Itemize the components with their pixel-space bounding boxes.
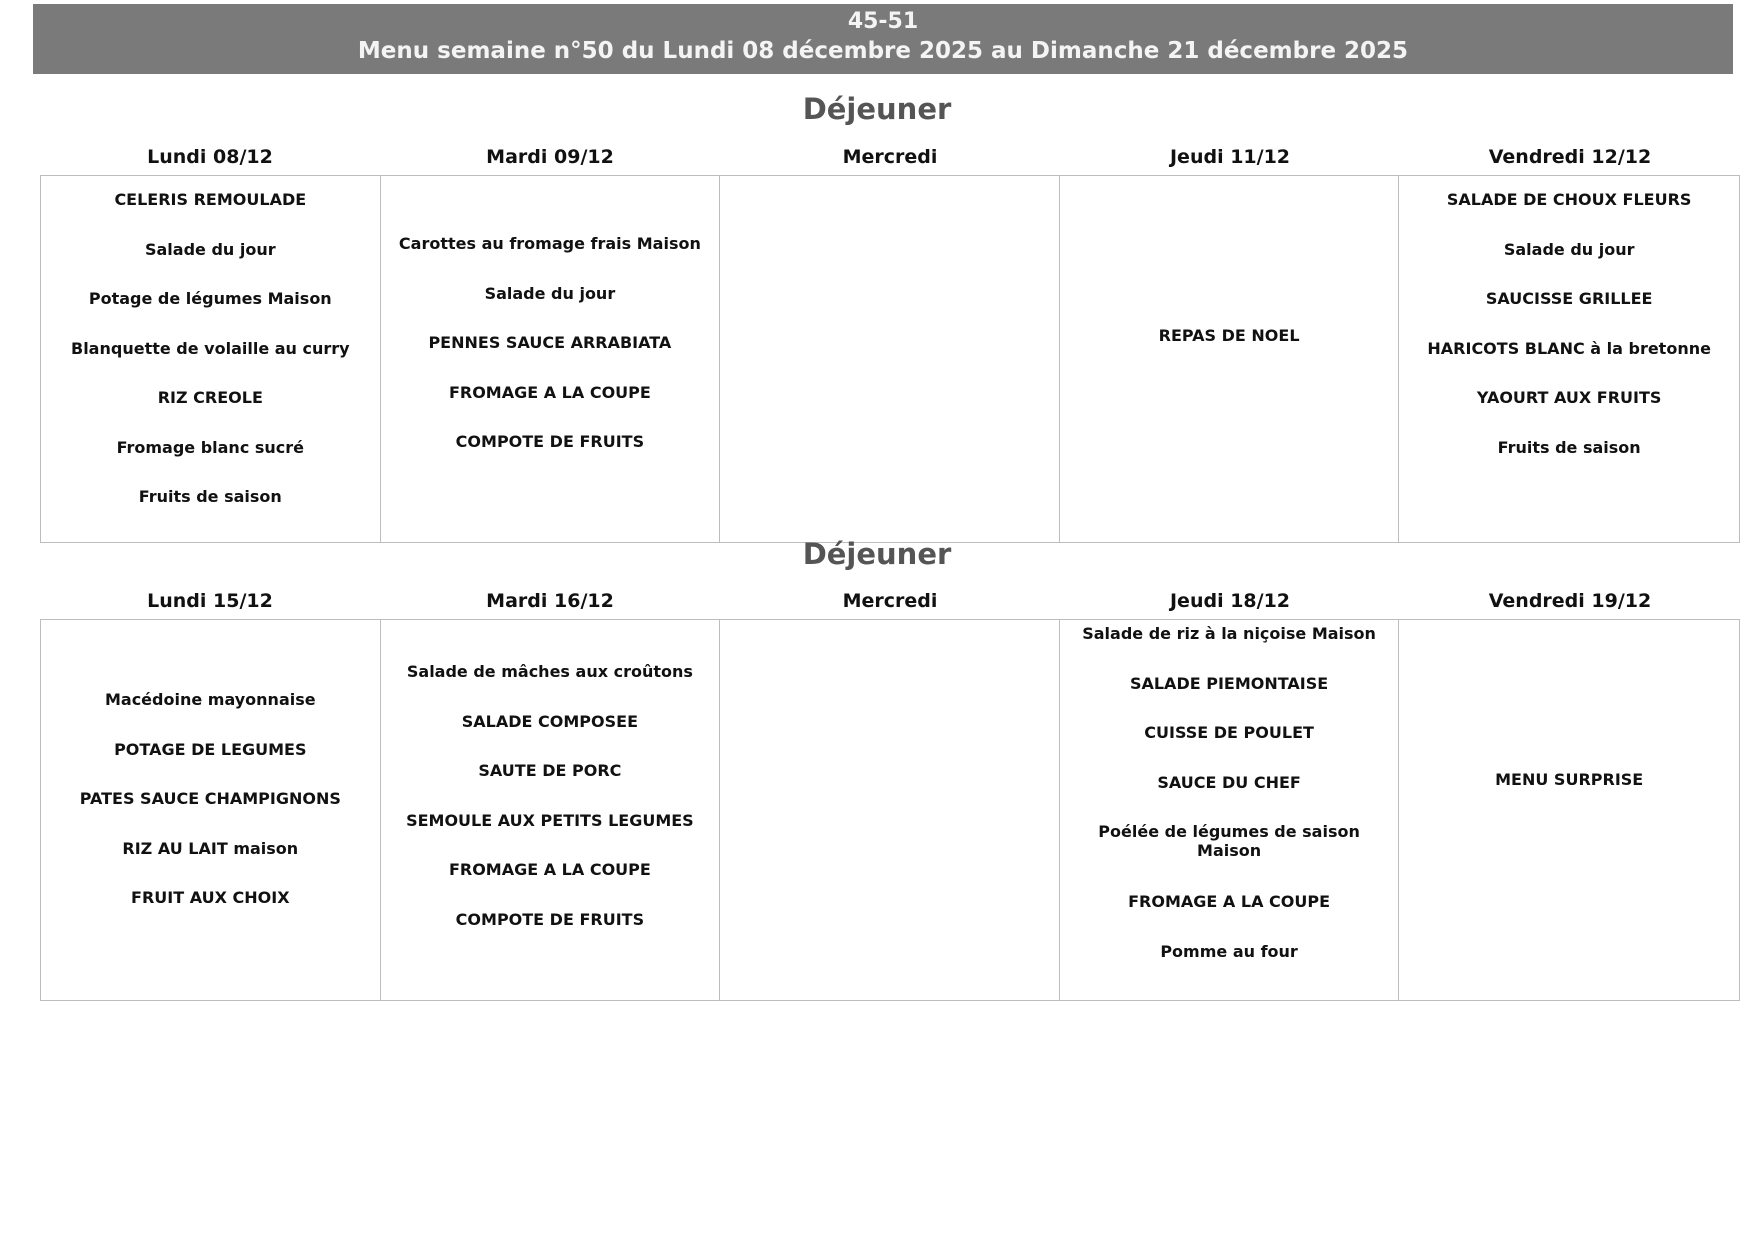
day-column-wednesday (720, 620, 1060, 1000)
menu-item: Salade de mâches aux croûtons (406, 662, 693, 681)
menu-item: PENNES SAUCE ARRABIATA (428, 333, 672, 352)
menu-item: Salade du jour (144, 239, 276, 259)
menu-item: Salade du jour (1503, 239, 1635, 259)
section-title-week1: Déjeuner (802, 92, 952, 126)
menu-item: Poélée de légumes de saison Maison (1098, 822, 1360, 860)
day-header: Mercredi (842, 590, 938, 612)
menu-item: PATES SAUCE CHAMPIGNONS (79, 789, 341, 808)
day-header: Lundi 08/12 (147, 146, 273, 168)
day-headers-week2 (40, 590, 1740, 612)
menu-item: SAUCISSE GRILLEE (1485, 289, 1653, 308)
day-column-friday (1399, 620, 1739, 1000)
menu-item: HARICOTS BLANC à la bretonne (1427, 338, 1711, 358)
section-title-week2: Déjeuner (802, 537, 952, 571)
menu-item: SALADE PIEMONTAISE (1129, 673, 1329, 693)
day-header: Jeudi 11/12 (1169, 146, 1291, 168)
menu-item: CUISSE DE POULET (1144, 723, 1314, 742)
menu-grid-week1 (40, 175, 1740, 543)
menu-item: SALADE COMPOSEE (461, 711, 639, 731)
menu-item: FROMAGE A LA COUPE (1128, 892, 1331, 911)
day-header: Mardi 16/12 (486, 590, 614, 612)
day-header: Mercredi (842, 146, 938, 168)
menu-item: COMPOTE DE FRUITS (455, 909, 645, 929)
menu-item: Salade du jour (484, 283, 616, 303)
day-column-tuesday (381, 620, 721, 1000)
day-column-thursday (1060, 620, 1400, 1000)
day-headers-week1 (40, 146, 1740, 168)
menu-item: Macédoine mayonnaise (104, 690, 316, 709)
menu-item: Salade de riz à la niçoise Maison (1082, 624, 1376, 643)
menu-item: Fruits de saison (138, 487, 282, 506)
menu-item: RIZ AU LAIT maison (122, 838, 299, 858)
menu-item: Fromage blanc sucré (116, 437, 305, 457)
menu-item: COMPOTE DE FRUITS (455, 432, 645, 451)
day-column-monday (41, 620, 381, 1000)
header-banner (33, 4, 1733, 74)
menu-item: RIZ CREOLE (157, 388, 263, 407)
menu-item: FRUIT AUX CHOIX (131, 888, 290, 907)
day-column-friday (1399, 176, 1739, 542)
header-code: 45-51 (847, 9, 919, 34)
day-column-tuesday (381, 176, 721, 542)
menu-item: Potage de légumes Maison (88, 289, 332, 308)
day-column-wednesday (720, 176, 1060, 542)
day-header: Vendredi 12/12 (1488, 146, 1652, 168)
menu-item: MENU SURPRISE (1495, 770, 1644, 789)
day-header: Vendredi 19/12 (1488, 590, 1652, 612)
header-title: Menu semaine n°50 du Lundi 08 décembre 2025 au Dimanche 21 décembre 2025 (357, 38, 1409, 64)
menu-item: Carottes au fromage frais Maison (398, 234, 701, 253)
day-header: Jeudi 18/12 (1169, 590, 1291, 612)
menu-item: SAUCE DU CHEF (1157, 772, 1301, 792)
day-header: Mardi 09/12 (486, 146, 614, 168)
menu-item: Pomme au four (1160, 941, 1298, 961)
menu-item: POTAGE DE LEGUMES (114, 739, 307, 759)
menu-item: FROMAGE A LA COUPE (448, 860, 651, 879)
day-header: Lundi 15/12 (147, 590, 273, 612)
menu-item: SEMOULE AUX PETITS LEGUMES (406, 810, 694, 830)
menu-item: REPAS DE NOEL (1158, 326, 1300, 345)
menu-item: Blanquette de volaille au curry (71, 338, 350, 358)
menu-item: YAOURT AUX FRUITS (1476, 388, 1662, 407)
menu-item: Fruits de saison (1497, 437, 1641, 457)
day-column-monday (41, 176, 381, 542)
menu-item: SAUTE DE PORC (478, 761, 622, 780)
menu-item: FROMAGE A LA COUPE (448, 382, 651, 402)
day-column-thursday (1060, 176, 1400, 542)
menu-grid-week2 (40, 619, 1740, 1001)
menu-item: CELERIS REMOULADE (114, 190, 307, 209)
menu-item: SALADE DE CHOUX FLEURS (1446, 190, 1692, 209)
